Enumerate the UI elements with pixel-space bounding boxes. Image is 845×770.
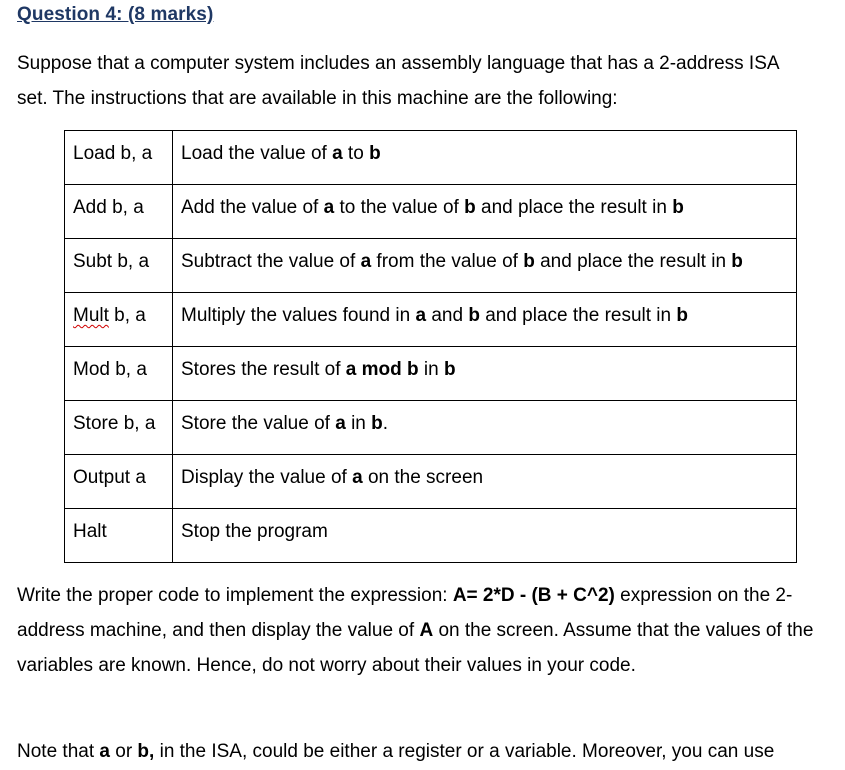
desc-text: and place the result in bbox=[475, 197, 673, 218]
desc-bold: b bbox=[369, 143, 381, 164]
desc-text: Stores the result of bbox=[181, 359, 346, 380]
question-heading: Question 4: (8 marks) bbox=[17, 4, 214, 25]
desc-bold: b bbox=[672, 197, 684, 218]
note-bold: a bbox=[99, 741, 110, 762]
desc-bold: a bbox=[415, 305, 427, 326]
isa-instruction-table bbox=[64, 130, 797, 563]
desc-bold: b bbox=[468, 305, 480, 326]
task-text: on the screen. Assume that the values of the variables are known. Hence, do not worry about their values in your code. bbox=[17, 620, 814, 676]
desc-bold: b bbox=[443, 359, 456, 380]
note-text: in the ISA, could be either a register or a variable. Moreover, you can use bbox=[154, 741, 775, 762]
desc-bold: a mod b bbox=[345, 359, 419, 380]
table-row bbox=[65, 185, 797, 239]
desc-text: from the value of bbox=[371, 251, 524, 272]
instruction-cell: Load b, a bbox=[65, 131, 173, 185]
desc-text: Add the value of bbox=[181, 197, 324, 218]
table-row bbox=[65, 239, 797, 293]
task-expression: A= 2*D - (B + C^2) bbox=[452, 585, 615, 606]
description-cell bbox=[173, 401, 797, 455]
desc-bold: a bbox=[323, 197, 335, 218]
desc-text: and place the result in bbox=[534, 251, 732, 272]
task-text: expression on the 2-address machine, and then display the value of bbox=[17, 585, 793, 641]
desc-text: to bbox=[342, 143, 370, 164]
task-text: Write the proper code to implement the expression: bbox=[17, 585, 453, 606]
instruction-cell: Mod b, a bbox=[65, 347, 173, 401]
instruction-cell: Add b, a bbox=[65, 185, 173, 239]
desc-text: Stop the program bbox=[181, 521, 328, 542]
desc-text: and place the result in bbox=[479, 305, 677, 326]
desc-text: in bbox=[418, 359, 444, 380]
instruction-cell: Subt b, a bbox=[65, 239, 173, 293]
description-cell bbox=[173, 239, 797, 293]
desc-text: Subtract the value of bbox=[181, 251, 361, 272]
desc-bold: b bbox=[464, 197, 476, 218]
desc-bold: a bbox=[360, 251, 372, 272]
desc-text: and bbox=[426, 305, 469, 326]
note-bold: b, bbox=[137, 741, 155, 762]
table-row bbox=[65, 347, 797, 401]
desc-text: on the screen bbox=[362, 467, 484, 488]
spellcheck-flagged-word: Mult bbox=[73, 305, 109, 326]
description-cell bbox=[173, 455, 797, 509]
desc-text: Display the value of bbox=[181, 467, 353, 488]
description-cell bbox=[173, 347, 797, 401]
desc-text: to the value of bbox=[334, 197, 465, 218]
instruction-operands: b, a bbox=[108, 305, 146, 326]
table-row bbox=[65, 293, 797, 347]
desc-bold: b bbox=[523, 251, 535, 272]
instruction-cell bbox=[65, 293, 173, 347]
task-variable: A bbox=[419, 620, 434, 641]
desc-text: Load the value of bbox=[181, 143, 333, 164]
desc-bold: a bbox=[332, 143, 343, 164]
table-row bbox=[65, 131, 797, 185]
intro-line-1: Suppose that a computer system includes an assembly language that has a 2-address ISA bbox=[17, 53, 780, 74]
desc-text: . bbox=[382, 413, 389, 434]
description-cell bbox=[173, 509, 797, 563]
instruction-cell: Store b, a bbox=[65, 401, 173, 455]
description-cell bbox=[173, 131, 797, 185]
desc-bold: b bbox=[676, 305, 688, 326]
task-paragraph bbox=[17, 578, 832, 683]
table-row bbox=[65, 509, 797, 563]
note-text: Note that bbox=[17, 741, 100, 762]
table-row bbox=[65, 401, 797, 455]
note-paragraph bbox=[17, 734, 832, 769]
intro-line-2: set. The instructions that are available in this machine are the following: bbox=[17, 88, 618, 109]
note-text: or bbox=[109, 741, 138, 762]
desc-text: Multiply the values found in bbox=[181, 305, 416, 326]
desc-bold: a bbox=[335, 413, 346, 434]
description-cell bbox=[173, 185, 797, 239]
desc-bold: a bbox=[352, 467, 363, 488]
instruction-cell: Halt bbox=[65, 509, 173, 563]
intro-paragraph bbox=[17, 46, 832, 116]
desc-text: Store the value of bbox=[181, 413, 336, 434]
desc-bold: b bbox=[371, 413, 383, 434]
instruction-cell: Output a bbox=[65, 455, 173, 509]
table-row bbox=[65, 455, 797, 509]
desc-bold: b bbox=[731, 251, 743, 272]
desc-text: in bbox=[345, 413, 372, 434]
description-cell bbox=[173, 293, 797, 347]
